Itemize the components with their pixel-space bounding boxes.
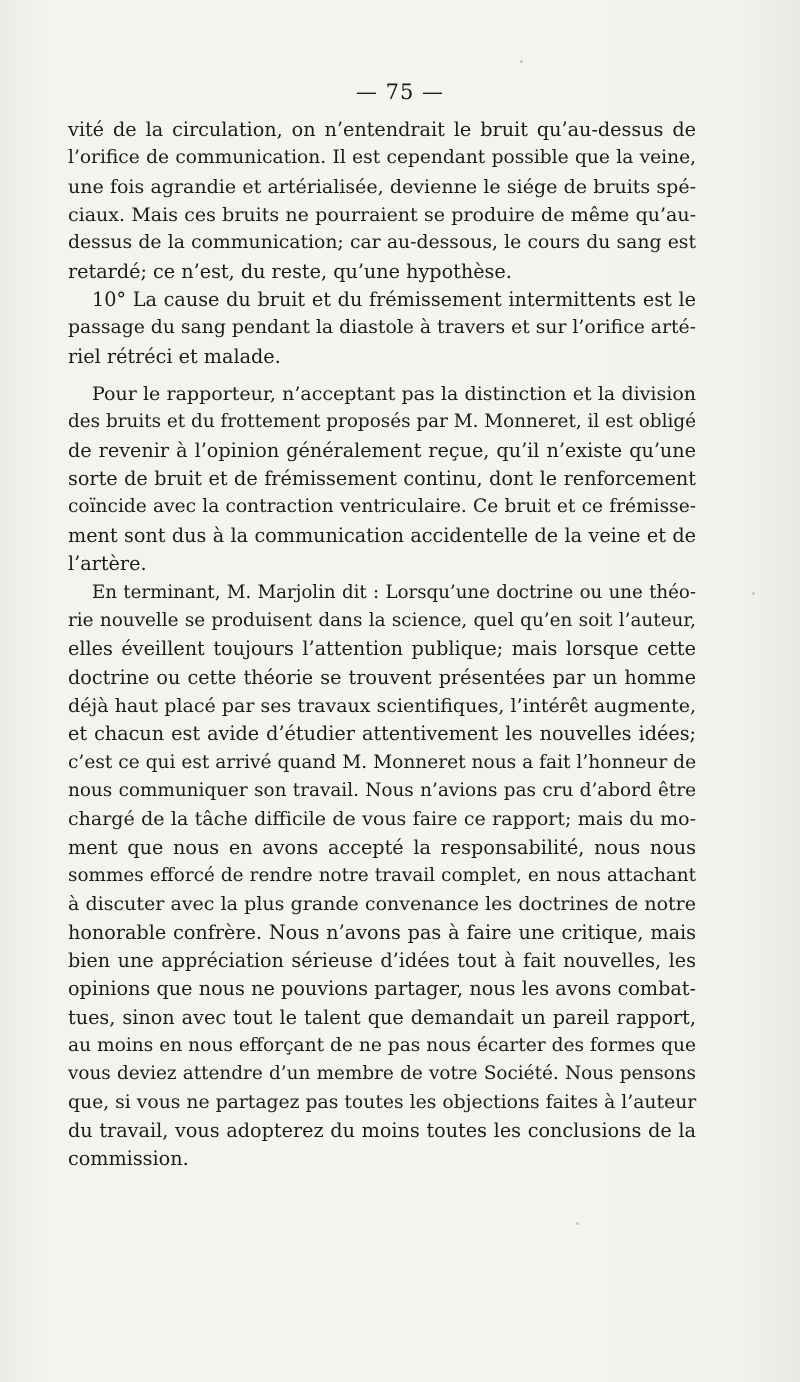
- text-line: retardé; ce n’est, du reste, qu’une hypothèse.: [68, 259, 512, 283]
- text-line: coïncide avec la contraction ventriculaire. Ce bruit et ce frémisse-: [68, 496, 696, 518]
- text-line: doctrine ou cette théorie se trouvent présentées par un homme: [68, 665, 696, 689]
- paper-speck: [520, 60, 523, 63]
- text-line: et chacun est avide d’étudier attentivement les nouvelles idées;: [68, 722, 696, 746]
- text-line: En terminant, M. Marjolin dit : Lorsqu’une doctrine ou une théo-: [92, 581, 696, 603]
- paper-speck: [752, 592, 755, 595]
- text-line: elles éveillent toujours l’attention publique; mais lorsque cette: [68, 637, 696, 661]
- text-line: l’artère.: [68, 552, 147, 576]
- text-line: l’orifice de communication. Il est cependant possible que la veine,: [68, 147, 696, 169]
- text-line: à discuter avec la plus grande convenance les doctrines de notre: [68, 893, 696, 916]
- text-line: déjà haut placé par ses travaux scientifiques, l’intérêt augmente,: [68, 694, 696, 717]
- text-line: une fois agrandie et artérialisée, devienne le siége de bruits spé-: [68, 175, 696, 198]
- text-line: c’est ce qui est arrivé quand M. Monneret nous a fait l’honneur de: [68, 751, 697, 773]
- text-line: bien une appréciation sérieuse d’idées tout à fait nouvelles, les: [68, 948, 696, 972]
- paper-speck: [576, 1222, 579, 1225]
- paragraph-4: [68, 579, 696, 1174]
- text-line: ment sont dus à la communication accidentelle de la veine et de: [68, 523, 696, 547]
- text-line: de revenir à l’opinion généralement reçue, qu’il n’existe qu’une: [68, 438, 696, 462]
- body-text: [68, 116, 696, 1174]
- text-line: que, si vous ne partagez pas toutes les objections faites à l’auteur: [68, 1091, 697, 1113]
- text-line: 10° La cause du bruit et du frémissement intermittents est le: [92, 288, 696, 312]
- text-line: dessus de la communication; car au-dessous, le cours du sang est: [68, 232, 696, 254]
- text-line: passage du sang pendant la diastole à travers et sur l’orifice arté-: [68, 317, 696, 339]
- text-line: vité de la circulation, on n’entendrait le bruit qu’au-dessus de: [68, 118, 696, 141]
- paragraph-gap: [68, 371, 696, 380]
- text-line: nous communiquer son travail. Nous n’avions pas cru d’abord être: [68, 779, 696, 801]
- text-line: chargé de la tâche difficile de vous faire ce rapport; mais du mo-: [68, 808, 696, 831]
- text-line: honorable confrère. Nous n’avons pas à faire une critique, mais: [68, 920, 696, 944]
- text-line: du travail, vous adopterez du moins toutes les conclusions de la: [68, 1119, 696, 1143]
- paragraph-3: [68, 380, 696, 578]
- text-line: sommes efforcé de rendre notre travail complet, en nous attachant: [68, 864, 696, 886]
- text-line: Pour le rapporteur, n’acceptant pas la distinction et la division: [92, 383, 696, 406]
- paragraph-1: [68, 116, 696, 286]
- page-number: — 75 —: [355, 80, 445, 104]
- text-line: sorte de bruit et de frémissement continu, dont le renforcement: [68, 467, 696, 491]
- text-line: rie nouvelle se produisent dans la science, quel qu’en soit l’auteur,: [68, 609, 696, 631]
- text-line: opinions que nous ne pouvions partager, nous les avons combat-: [68, 977, 696, 1001]
- paragraph-2: [68, 286, 696, 371]
- text-line: au moins en nous efforçant de ne pas nous écarter des formes que: [68, 1035, 696, 1056]
- text-line: vous deviez attendre d’un membre de votre Société. Nous pensons: [68, 1063, 696, 1085]
- text-line: ment que nous en avons accepté la responsabilité, nous nous: [68, 835, 696, 859]
- text-line: tues, sinon avec tout le talent que demandait un pareil rapport,: [68, 1005, 696, 1029]
- text-line: ciaux. Mais ces bruits ne pourraient se produire de même qu’au-: [68, 204, 696, 227]
- text-line: des bruits et du frottement proposés par M. Monneret, il est obligé: [68, 411, 696, 433]
- text-line: commission.: [68, 1147, 189, 1171]
- text-line: riel rétréci et malade.: [68, 344, 281, 368]
